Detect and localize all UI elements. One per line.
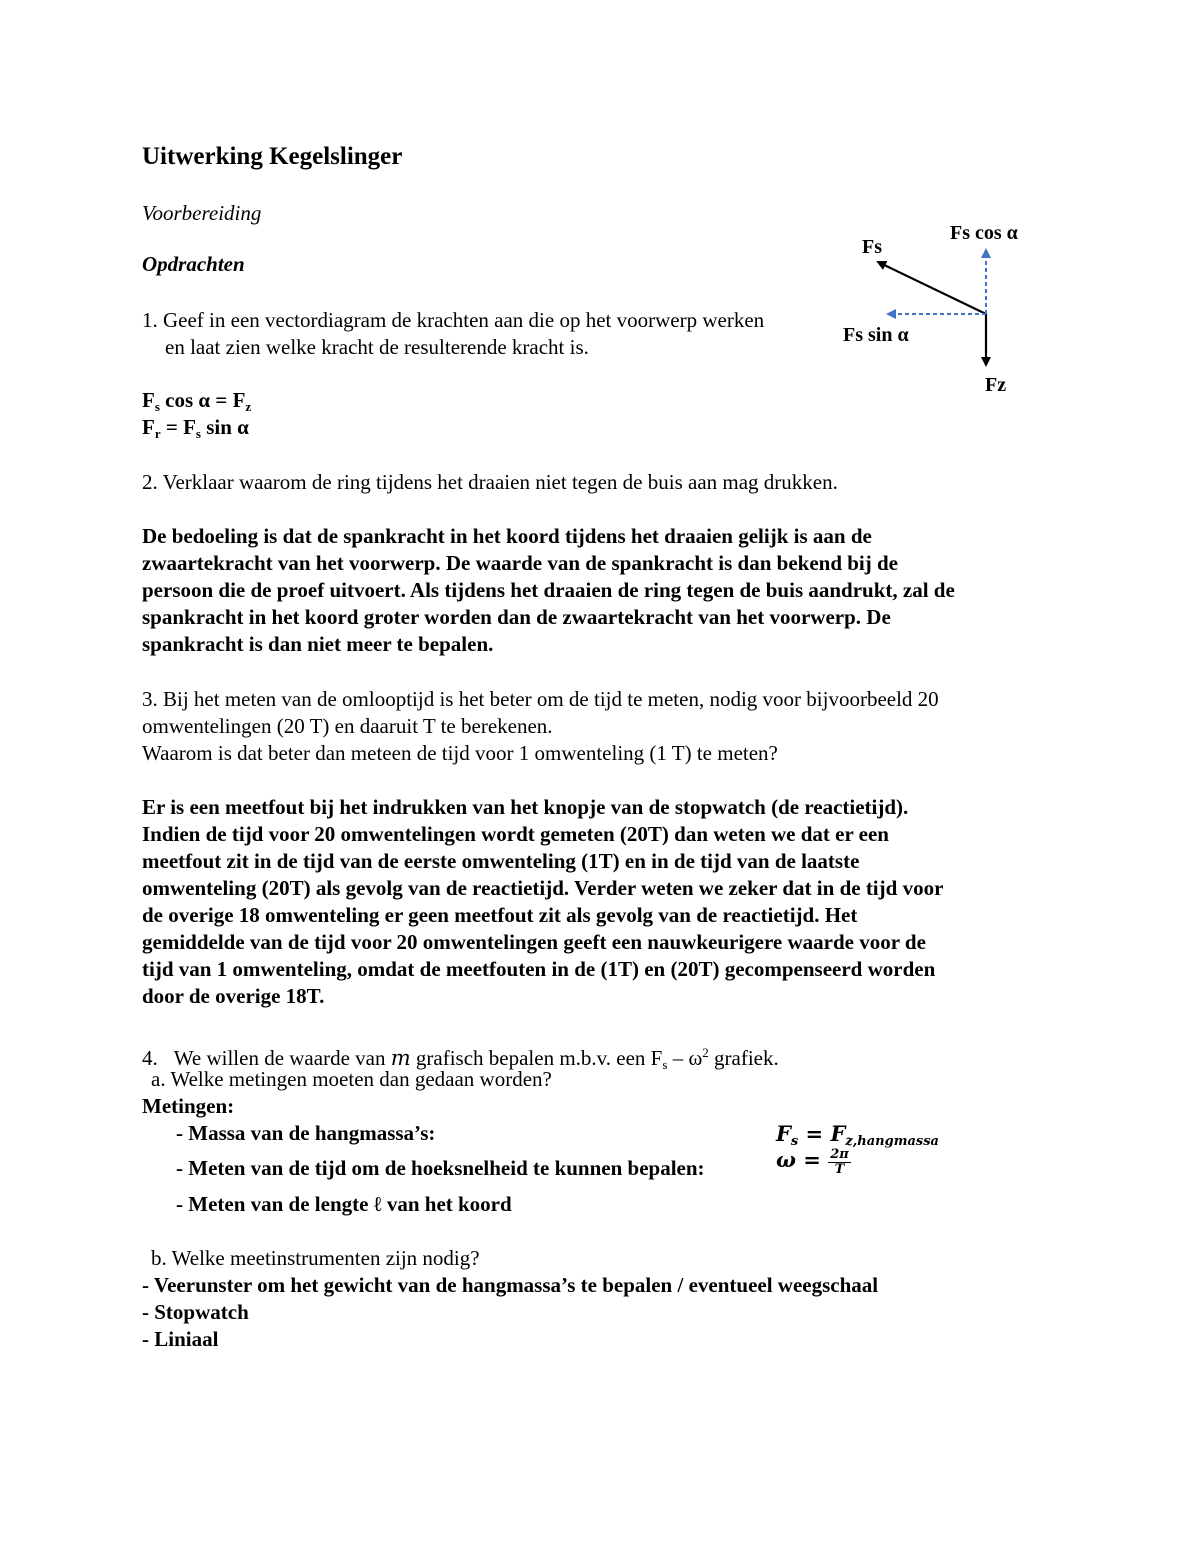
formula-fs-equals-fz: $F_s = F_{z,hangmassa}$ — [776, 1121, 939, 1149]
meting-item: - Massa van de hangmassa’s: — [176, 1121, 436, 1145]
answer-3-line: de overige 18 omwenteling er geen meetfout zit als gevolg van de reactietijd. Het — [142, 903, 858, 927]
question-4: 4. We willen de waarde van m grafisch bepalen m.b.v. een $F_s - \omega^2$ grafiek. — [142, 1045, 779, 1072]
meting-item: - Meten van de lengte ℓ van het koord — [176, 1192, 512, 1216]
force-vector-diagram — [830, 215, 1050, 400]
meting-item: - Meten van de tijd om de hoeksnelheid te kunnen bepalen: — [176, 1156, 705, 1180]
metingen-label: Metingen: — [142, 1094, 235, 1118]
formula-omega: ω = $\frac{2\pi}{T}$ — [776, 1146, 849, 1177]
question-3-line: omwentelingen (20 T) en daaruit T te berekenen. — [142, 714, 553, 738]
answer-2-line: spankracht is dan niet meer te bepalen. — [142, 632, 494, 656]
equation-fr-sin: $F_r = F_s$ sin α — [142, 415, 249, 441]
question-2: 2. Verklaar waarom de ring tijdens het draaien niet tegen de buis aan mag drukken. — [142, 470, 838, 494]
answer-3-line: gemiddelde van de tijd voor 20 omwentelingen geeft een nauwkeurigere waarde voor de — [142, 930, 926, 954]
answer-3-line: door de overige 18T. — [142, 984, 325, 1008]
section-voorbereiding: Voorbereiding — [142, 201, 262, 225]
question-3-line: Waarom is dat beter dan meteen de tijd voor 1 omwenteling (1 T) te meten? — [142, 741, 778, 765]
answer-2-line: spankracht in het koord groter worden dan de zwaartekracht van het voorwerp. De — [142, 605, 891, 629]
equation-fs-cos: $F_s$ $\cos \alpha = F_z$ — [142, 388, 252, 414]
question-4b: b. Welke meetinstrumenten zijn nodig? — [151, 1246, 480, 1270]
answer-2-line: De bedoeling is dat de spankracht in het koord tijdens het draaien gelijk is aan de — [142, 524, 872, 548]
document-title: Uitwerking Kegelslinger — [142, 143, 403, 170]
section-opdrachten: Opdrachten — [142, 252, 245, 276]
label-fs: Fs — [862, 236, 882, 258]
question-1-line-2: en laat zien welke kracht de resulterende kracht is. — [165, 335, 589, 359]
question-3-line: 3. Bij het meten van de omlooptijd is het beter om de tijd te meten, nodig voor bijvoorbeeld 20 — [142, 687, 939, 711]
instrument-item: - Stopwatch — [142, 1300, 249, 1324]
question-4a: a. Welke metingen moeten dan gedaan worden? — [151, 1067, 552, 1091]
answer-2-line: persoon die de proef uitvoert. Als tijdens het draaien de ring tegen de buis aandrukt, zal de — [142, 578, 955, 602]
label-fz: Fz — [985, 374, 1007, 396]
fs-vector-arrow — [878, 262, 986, 314]
answer-3-line: omwenteling (20T) als gevolg van de reactietijd. Verder weten we zeker dat in de tijd voor — [142, 876, 944, 900]
label-fs-sin-alpha: Fs sin α — [843, 324, 909, 346]
answer-3-line: Er is een meetfout bij het indrukken van het knopje van de stopwatch (de reactietijd). — [142, 795, 909, 819]
answer-3-line: Indien de tijd voor 20 omwentelingen wordt gemeten (20T) dan weten we dat er een — [142, 822, 889, 846]
instrument-item: - Liniaal — [142, 1327, 219, 1351]
question-1-line-1: 1. Geef in een vectordiagram de krachten aan die op het voorwerp werken — [142, 308, 765, 332]
answer-3-line: tijd van 1 omwenteling, omdat de meetfouten in de (1T) en (20T) gecompenseerd worden — [142, 957, 936, 981]
instrument-item: - Veerunster om het gewicht van de hangmassa’s te bepalen / eventueel weegschaal — [142, 1273, 879, 1297]
label-fs-cos-alpha: Fs cos α — [950, 222, 1018, 244]
answer-3-line: meetfout zit in de tijd van de eerste omwenteling (1T) en in de tijd van de laatste — [142, 849, 860, 873]
answer-2-line: zwaartekracht van het voorwerp. De waarde van de spankracht is dan bekend bij de — [142, 551, 898, 575]
